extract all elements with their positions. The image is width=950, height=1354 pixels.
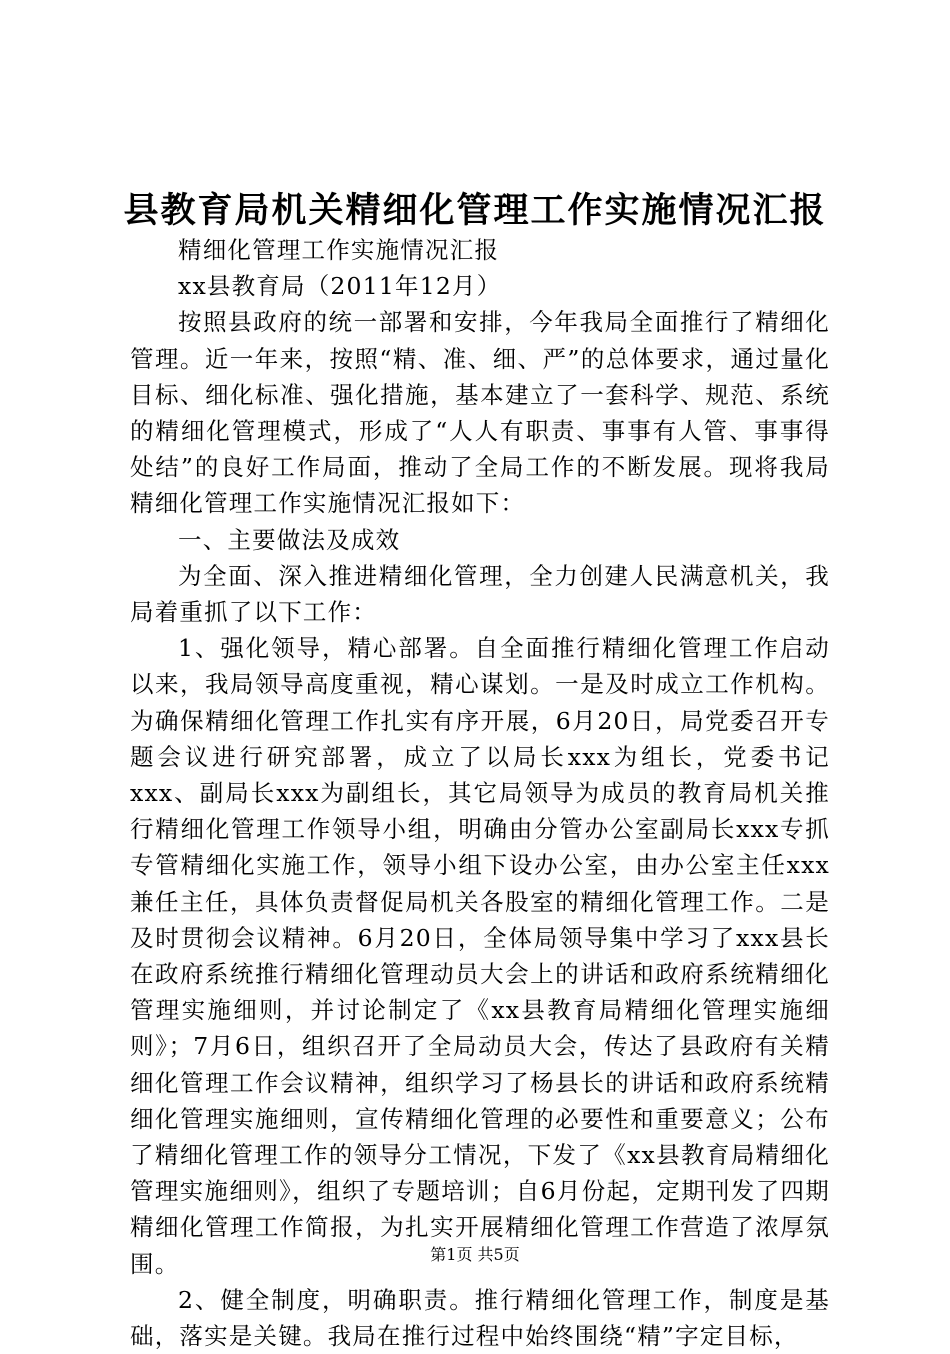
body-paragraph: 1、强化领导，精心部署。自全面推行精细化管理工作启动以来，我局领导高度重视，精心谋划。一是及时成立工作机构。为确保精细化管理工作扎实有序开展，6月20日，局党委召开专题会议进行研究部署，成立了以局长xxx为组长，党委书记xxx、副局长xxx为副组长，其它局领导为成员的教育局机关推行精细化管理工作领导小组，明确由分管办公室副局长xxx专抓专管精细化实施工作，领导小组下设办公室，由办公室主任xxx兼任主任，具体负责督促局机关各股室的精细化管理工作。二是及时贯彻会议精神。6月20日，全体局领导集中学习了xxx县长在政府系统推行精细化管理动员大会上的讲话和政府系统精细化管理实施细则，并讨论制定了《xx县教育局精细化管理实施细则》；7月6日，组织召开了全局动员大会，传达了县政府有关精细化管理工作会议精神，组织学习了杨县长的讲话和政府系统精细化管理实施细则，宣传精细化管理的必要性和重要意义；公布了精细化管理工作的领导分工情况，下发了《xx县教育局精细化管理实施细则》，组织了专题培训；自6月份起，定期刊发了四期精细化管理工作简报，为扎实开展精细化管理工作营造了浓厚氛围。 bbox=[130, 634, 830, 1278]
document-title: 县教育局机关精细化管理工作实施情况汇报 bbox=[123, 190, 827, 231]
document-body bbox=[130, 232, 830, 1354]
body-paragraph: 为全面、深入推进精细化管理，全力创建人民满意机关，我局着重抓了以下工作： bbox=[130, 561, 830, 627]
body-paragraph: 按照县政府的统一部署和安排，今年我局全面推行了精细化管理。近一年来，按照“精、准、细、严”的总体要求，通过量化目标、细化标准、强化措施，基本建立了一套科学、规范、系统的精细化管理模式，形成了“人人有职责、事事有人管、事事得处结”的良好工作局面，推动了全局工作的不断发展。现将我局精细化管理工作实施情况汇报如下： bbox=[130, 308, 830, 518]
body-paragraph: 2、健全制度，明确职责。推行精细化管理工作，制度是基础，落实是关键。我局在推行过程中始终围绕“精”字定目标， bbox=[130, 1285, 830, 1351]
section-heading: 一、主要做法及成效 bbox=[178, 525, 401, 554]
issuer-line: xx县教育局（2011年12月） bbox=[178, 272, 502, 301]
page-number: 第1页 共5页 bbox=[430, 1245, 520, 1264]
document-subtitle: 精细化管理工作实施情况汇报 bbox=[178, 236, 500, 264]
